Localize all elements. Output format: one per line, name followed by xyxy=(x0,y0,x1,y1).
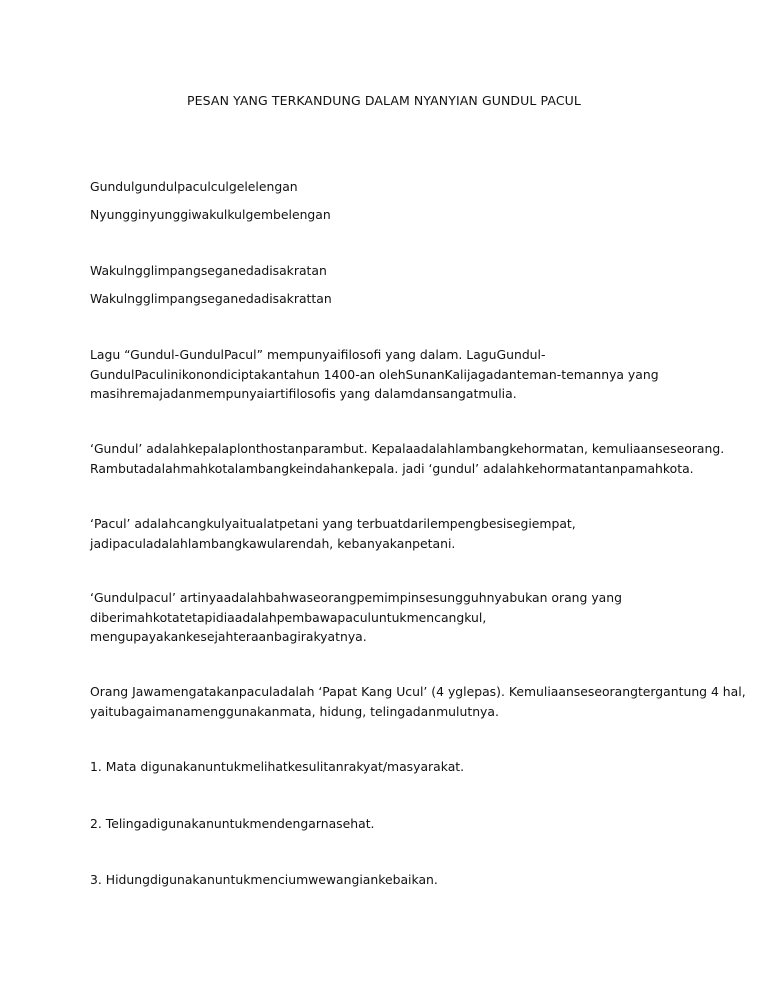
document-title: PESAN YANG TERKANDUNG DALAM NYANYIAN GUNDUL PACUL xyxy=(187,93,581,108)
paragraph-line: Rambutadalahmahkotalambangkeindahankepala. jadi ‘gundul’ adalahkehormatantanpamahkota. xyxy=(90,460,694,476)
paragraph-line: diberimahkotatetapidiaadalahpembawapaculuntukmencangkul, xyxy=(90,609,487,625)
papat-kang-ucul-paragraph xyxy=(90,682,746,721)
paragraph-line: mengupayakankesejahteraanbagirakyatnya. xyxy=(90,629,367,644)
paragraph-line: Nyungginyunggiwakulkulgembelengan xyxy=(90,207,331,222)
list-item-hidung xyxy=(90,870,690,890)
intro-paragraph xyxy=(90,345,690,404)
paragraph-line: GundulPaculinikonondiciptakantahun 1400-an olehSunanKalijagadanteman-temannya yang xyxy=(90,366,659,382)
paragraph-line: 2. Telingadigunakanuntukmendengarnasehat. xyxy=(90,816,375,831)
paragraph-line: Wakulngglimpangseganedadisakrattan xyxy=(90,291,332,306)
paragraph-line: Gundulgundulpaculculgelelengan xyxy=(90,179,298,194)
paragraph-line: jadipaculadalahlambangkawularendah, kebanyakanpetani. xyxy=(90,535,456,551)
lyric-line-3 xyxy=(90,261,690,281)
paragraph-line: yaitubagaimanamenggunakanmata, hidung, telingadanmulutnya. xyxy=(90,703,499,719)
gundul-paragraph xyxy=(90,439,725,478)
paragraph-line: Wakulngglimpangseganedadisakratan xyxy=(90,263,327,278)
paragraph-line: masihremajadanmempunyaiartifilosofis yang dalamdansangatmulia. xyxy=(90,386,517,401)
lyric-line-4 xyxy=(90,289,690,309)
lyric-line-1 xyxy=(90,177,690,197)
paragraph-line: ‘Gundul’ adalahkepalaplonthostanparambut. Kepalaadalahlambangkehormatan, kemuliaanseseorang. xyxy=(90,441,725,456)
lyric-line-2 xyxy=(90,205,690,225)
list-item-telinga xyxy=(90,814,690,834)
paragraph-line: 1. Mata digunakanuntukmelihatkesulitanrakyat/masyarakat. xyxy=(90,759,465,774)
paragraph-line: ‘Gundulpacul’ artinyaadalahbahwaseorangpemimpinsesungguhnyabukan orang yang xyxy=(90,590,622,605)
paragraph-line: Orang Jawamengatakanpaculadalah ‘Papat Kang Ucul’ (4 yglepas). Kemuliaanseseorangtergantung 4 hal, xyxy=(90,684,746,699)
paragraph-line: 3. Hidungdigunakanuntukmenciumwewangiankebaikan. xyxy=(90,872,438,887)
paragraph-line: ‘Pacul’ adalahcangkulyaitualatpetani yang terbuatdarilempengbesisegiempat, xyxy=(90,516,576,531)
gundulpacul-paragraph xyxy=(90,588,690,647)
paragraph-line: Lagu “Gundul-GundulPacul” mempunyaifilosofi yang dalam. LaguGundul- xyxy=(90,347,546,362)
list-item-mata xyxy=(90,757,690,777)
pacul-paragraph xyxy=(90,514,690,553)
